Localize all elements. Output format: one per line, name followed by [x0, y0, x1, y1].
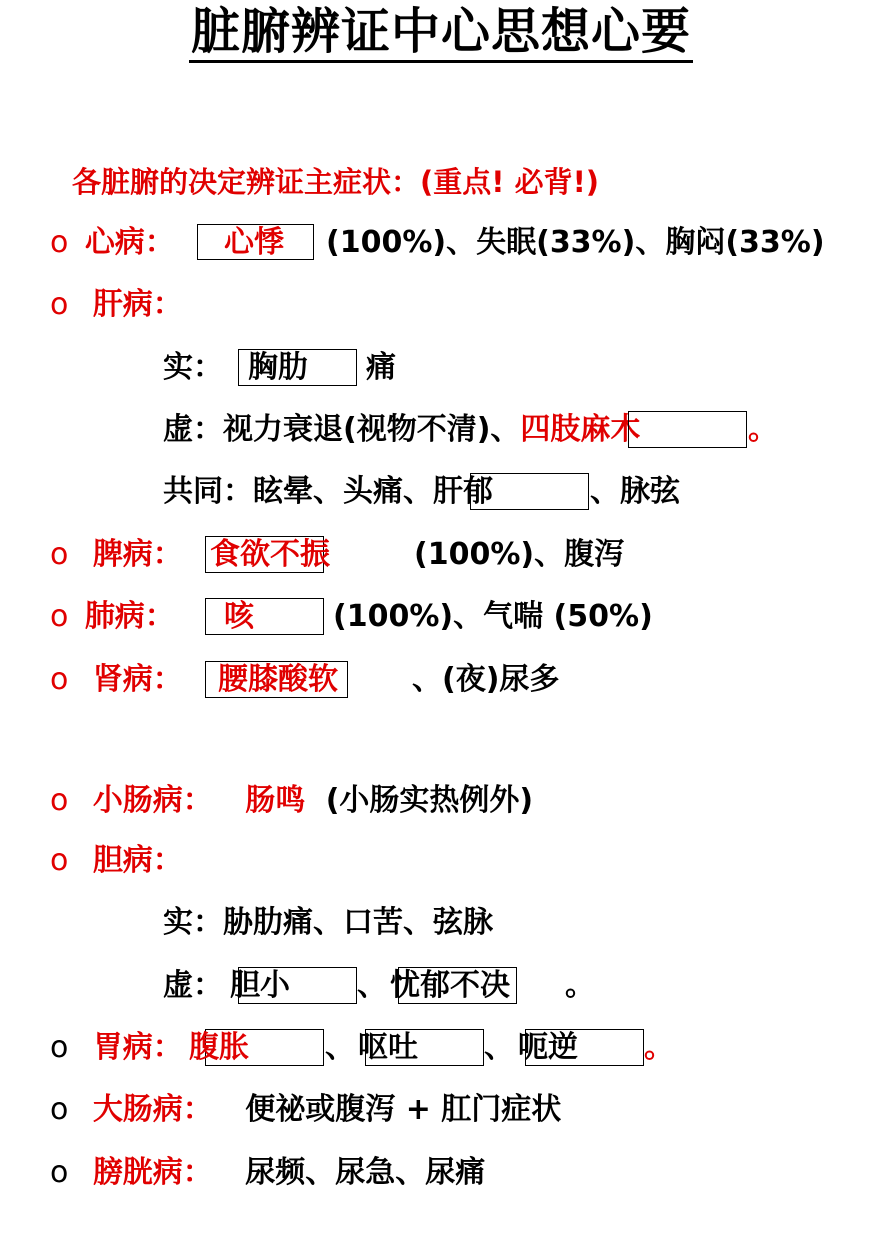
liver-xu-text: 视力衰退(视物不清)、 — [223, 412, 521, 447]
heart-row — [50, 223, 175, 263]
bullet: o — [50, 1092, 69, 1127]
stomach-label: 胃病： — [92, 1030, 183, 1065]
small-intestine-rest: (小肠实热例外) — [325, 783, 534, 818]
liver-row — [50, 285, 183, 325]
bullet: o — [50, 1030, 69, 1065]
lung-label: 肺病： — [84, 599, 175, 634]
bladder-row — [50, 1153, 485, 1193]
stomach-end: 。 — [644, 1030, 674, 1065]
large-intestine-label: 大肠病： — [92, 1092, 213, 1127]
liver-xu-red2: 麻木 — [580, 412, 641, 447]
bullet: o — [50, 1155, 69, 1190]
gallbladder-xu-end: 。 — [565, 968, 595, 1003]
liver-common-text: 眩晕、头痛、 — [253, 474, 433, 509]
lung-key: 咳 — [224, 599, 254, 634]
gallbladder-shi-line — [163, 903, 493, 943]
liver-xu-line — [163, 410, 640, 450]
small-intestine-label: 小肠病： — [92, 783, 213, 818]
liver-common-box — [470, 473, 589, 510]
heart-key: 心悸 — [224, 225, 284, 260]
bladder-rest: 尿频、尿急、尿痛 — [245, 1155, 486, 1190]
stomach-key3: 呃逆 — [518, 1030, 578, 1065]
spleen-rest: (100%)、腹泻 — [414, 537, 625, 572]
liver-label: 肝病： — [92, 287, 183, 322]
liver-shi-rest: 痛 — [366, 350, 396, 385]
title-text: 脏腑辨证中心思想心要 — [189, 3, 693, 63]
bullet: o — [50, 783, 69, 818]
lung-rest: (100%)、气喘 (50%) — [333, 599, 653, 634]
gallbladder-xu-sep: 、 — [357, 968, 387, 1003]
gallbladder-shi-label: 实： — [163, 905, 223, 940]
small-intestine-row — [50, 781, 533, 821]
stomach-row — [50, 1028, 183, 1068]
small-intestine-key: 肠鸣 — [245, 783, 306, 818]
liver-shi-label: 实： — [163, 350, 223, 385]
stomach-sep2: 、 — [484, 1030, 514, 1065]
bladder-label: 膀胱病： — [92, 1155, 213, 1190]
bullet: o — [50, 599, 69, 634]
stomach-key1: 腹胀 — [189, 1030, 249, 1065]
lung-row — [50, 597, 175, 637]
bullet: o — [50, 225, 69, 260]
liver-common-line — [163, 472, 493, 512]
liver-common-label: 共同： — [163, 474, 253, 509]
gallbladder-shi-text: 胁肋痛、口苦、弦脉 — [223, 905, 493, 940]
gallbladder-xu-key2: 忧郁不决 — [390, 968, 510, 1003]
page-title — [0, 2, 882, 62]
stomach-sep1: 、 — [325, 1030, 355, 1065]
gallbladder-xu-label: 虚： — [163, 968, 223, 1003]
bullet: o — [50, 287, 69, 322]
kidney-key: 腰膝酸软 — [218, 662, 338, 697]
stomach-key2: 呕吐 — [358, 1030, 418, 1065]
spleen-key: 食欲不振 — [210, 537, 330, 572]
heart-label: 心病： — [84, 225, 175, 260]
heart-rest: (100%)、失眠(33%)、胸闷(33%) — [326, 225, 825, 260]
liver-xu-end: 。 — [748, 412, 778, 447]
spleen-row — [50, 535, 183, 575]
kidney-label: 肾病： — [92, 662, 183, 697]
large-intestine-rest: 便祕或腹泻 + 肛门症状 — [245, 1092, 562, 1127]
lung-key-box — [205, 598, 324, 635]
gallbladder-label: 胆病： — [92, 843, 183, 878]
bullet: o — [50, 662, 69, 697]
intro-line: 各脏腑的决定辨证主症状：(重点! 必背!) — [72, 165, 600, 199]
bullet: o — [50, 537, 69, 572]
liver-xu-red1: 四肢 — [520, 412, 581, 447]
large-intestine-row — [50, 1090, 561, 1130]
liver-xu-box — [628, 411, 747, 448]
gallbladder-row — [50, 841, 183, 881]
bullet: o — [50, 843, 69, 878]
gallbladder-xu-key1: 胆小 — [230, 968, 290, 1003]
liver-shi-key: 胸肋 — [248, 350, 308, 385]
kidney-rest: 、(夜)尿多 — [412, 662, 560, 697]
spleen-label: 脾病： — [92, 537, 183, 572]
liver-common-rest: 、脉弦 — [590, 474, 680, 509]
liver-common-key: 肝郁 — [433, 474, 493, 509]
kidney-row — [50, 660, 183, 700]
liver-xu-label: 虚： — [163, 412, 223, 447]
